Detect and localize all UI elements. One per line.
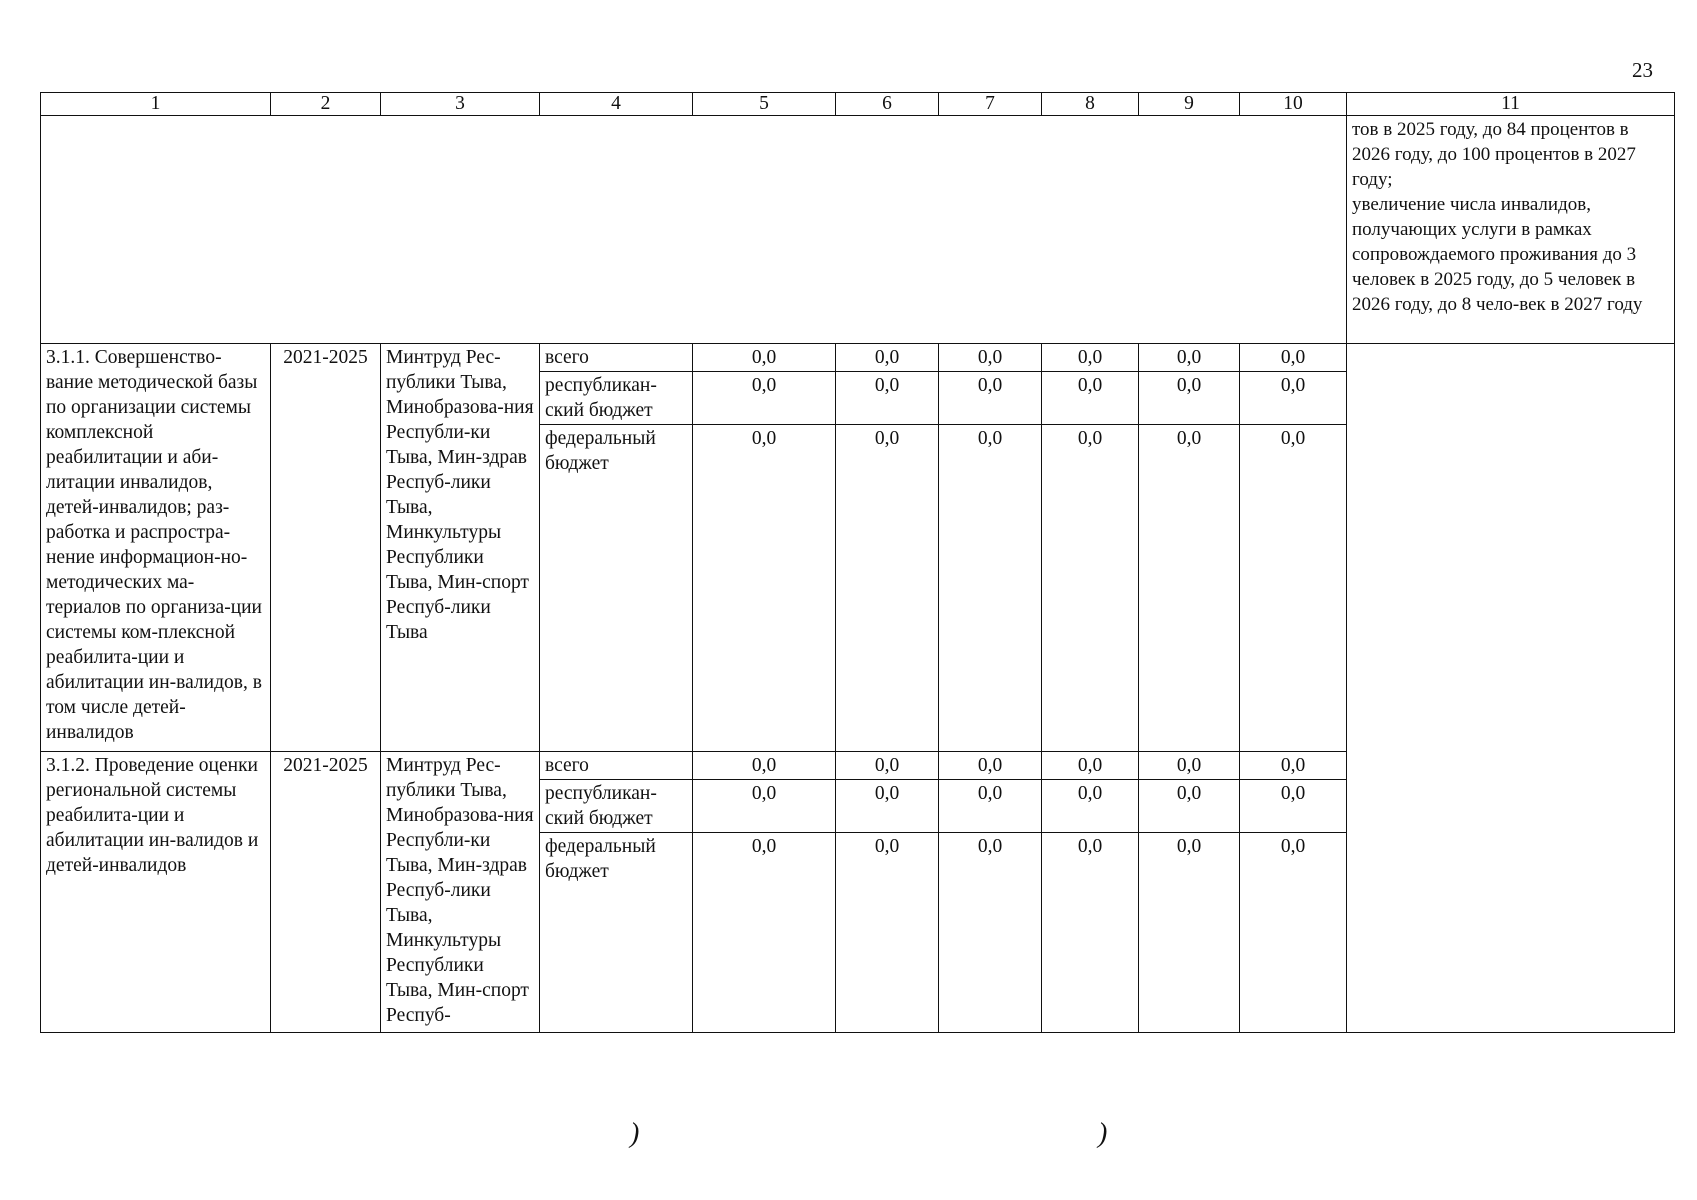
value-cell: 0,0 xyxy=(693,833,836,1033)
funding-source: республикан-ский бюджет xyxy=(540,780,693,833)
funding-source: федеральный бюджет xyxy=(540,425,693,752)
value-cell: 0,0 xyxy=(836,344,939,372)
funding-source: федеральный бюджет xyxy=(540,833,693,1033)
header-cell: 7 xyxy=(939,93,1042,116)
header-cell: 11 xyxy=(1347,93,1675,116)
program-table xyxy=(40,92,1675,1033)
value-cell: 0,0 xyxy=(939,833,1042,1033)
value-cell: 0,0 xyxy=(1139,752,1240,780)
value-cell: 0,0 xyxy=(1240,372,1347,425)
measure-name: 3.1.2. Проведение оценки региональной системы реабилита-ции и абилитации ин-валидов и детей-инвалидов xyxy=(41,752,271,1033)
value-cell: 0,0 xyxy=(836,372,939,425)
value-cell: 0,0 xyxy=(1139,780,1240,833)
value-cell: 0,0 xyxy=(939,780,1042,833)
page-number: 23 xyxy=(1632,58,1653,82)
funding-source: республикан-ский бюджет xyxy=(540,372,693,425)
measure-name: 3.1.1. Совершенство-вание методической базы по организации системы комплексной реабилитации и аби-литации инвалидов, детей-инвалидов; раз-работка и распростра-нение информацион-но-методических ма-териалов по организа-ции системы ком-плексной реабилита-ции и абилитации ин-валидов, в том числе детей-инвалидов xyxy=(41,344,271,752)
value-cell: 0,0 xyxy=(1139,833,1240,1033)
value-cell: 0,0 xyxy=(693,780,836,833)
value-cell: 0,0 xyxy=(1240,780,1347,833)
header-cell: 5 xyxy=(693,93,836,116)
expected-results-blank xyxy=(1347,344,1675,1033)
value-cell: 0,0 xyxy=(693,344,836,372)
value-cell: 0,0 xyxy=(693,425,836,752)
value-cell: 0,0 xyxy=(693,752,836,780)
measure-executors: Минтруд Рес-публики Тыва, Минобразова-ния Республи-ки Тыва, Мин-здрав Респуб-лики Тыва, Минкультуры Республики Тыва, Мин-спорт Респуб-лики Тыва xyxy=(381,344,540,752)
value-cell: 0,0 xyxy=(836,780,939,833)
value-cell: 0,0 xyxy=(939,752,1042,780)
value-cell: 0,0 xyxy=(1042,752,1139,780)
expected-results-continued: тов в 2025 году, до 84 процентов в 2026 году, до 100 процентов в 2027 году; увеличение числа инвалидов, получающих услуги в рамках сопровождаемого проживания до 3 человек в 2025 году, до 5 человек в 2026 году, до 8 чело-век в 2027 году xyxy=(1347,116,1675,344)
value-cell: 0,0 xyxy=(1042,344,1139,372)
value-cell: 0,0 xyxy=(1240,344,1347,372)
value-cell: 0,0 xyxy=(1139,372,1240,425)
value-cell: 0,0 xyxy=(1042,425,1139,752)
value-cell: 0,0 xyxy=(1042,372,1139,425)
value-cell: 0,0 xyxy=(836,425,939,752)
header-cell: 3 xyxy=(381,93,540,116)
header-cell: 2 xyxy=(271,93,381,116)
value-cell: 0,0 xyxy=(1240,425,1347,752)
header-cell: 8 xyxy=(1042,93,1139,116)
value-cell: 0,0 xyxy=(1240,752,1347,780)
value-cell: 0,0 xyxy=(1139,344,1240,372)
value-cell: 0,0 xyxy=(1042,833,1139,1033)
value-cell: 0,0 xyxy=(939,344,1042,372)
continuation-row xyxy=(41,116,1675,344)
stray-mark: ) xyxy=(1098,1118,1108,1149)
header-cell: 1 xyxy=(41,93,271,116)
value-cell: 0,0 xyxy=(836,752,939,780)
value-cell: 0,0 xyxy=(939,372,1042,425)
header-cell: 10 xyxy=(1240,93,1347,116)
stray-mark: ) xyxy=(630,1118,640,1149)
value-cell: 0,0 xyxy=(693,372,836,425)
continuation-blank xyxy=(41,116,1347,344)
header-row xyxy=(41,93,1675,116)
value-cell: 0,0 xyxy=(1042,780,1139,833)
funding-source: всего xyxy=(540,752,693,780)
value-cell: 0,0 xyxy=(836,833,939,1033)
funding-source: всего xyxy=(540,344,693,372)
value-cell: 0,0 xyxy=(1139,425,1240,752)
header-cell: 9 xyxy=(1139,93,1240,116)
value-cell: 0,0 xyxy=(1240,833,1347,1033)
header-cell: 4 xyxy=(540,93,693,116)
value-cell: 0,0 xyxy=(939,425,1042,752)
measure-executors: Минтруд Рес-публики Тыва, Минобразова-ния Республи-ки Тыва, Мин-здрав Респуб-лики Тыва, Минкультуры Республики Тыва, Мин-спорт Респуб- xyxy=(381,752,540,1033)
header-cell: 6 xyxy=(836,93,939,116)
measure-period: 2021-2025 xyxy=(271,752,381,1033)
table-row xyxy=(41,344,1675,372)
measure-period: 2021-2025 xyxy=(271,344,381,752)
